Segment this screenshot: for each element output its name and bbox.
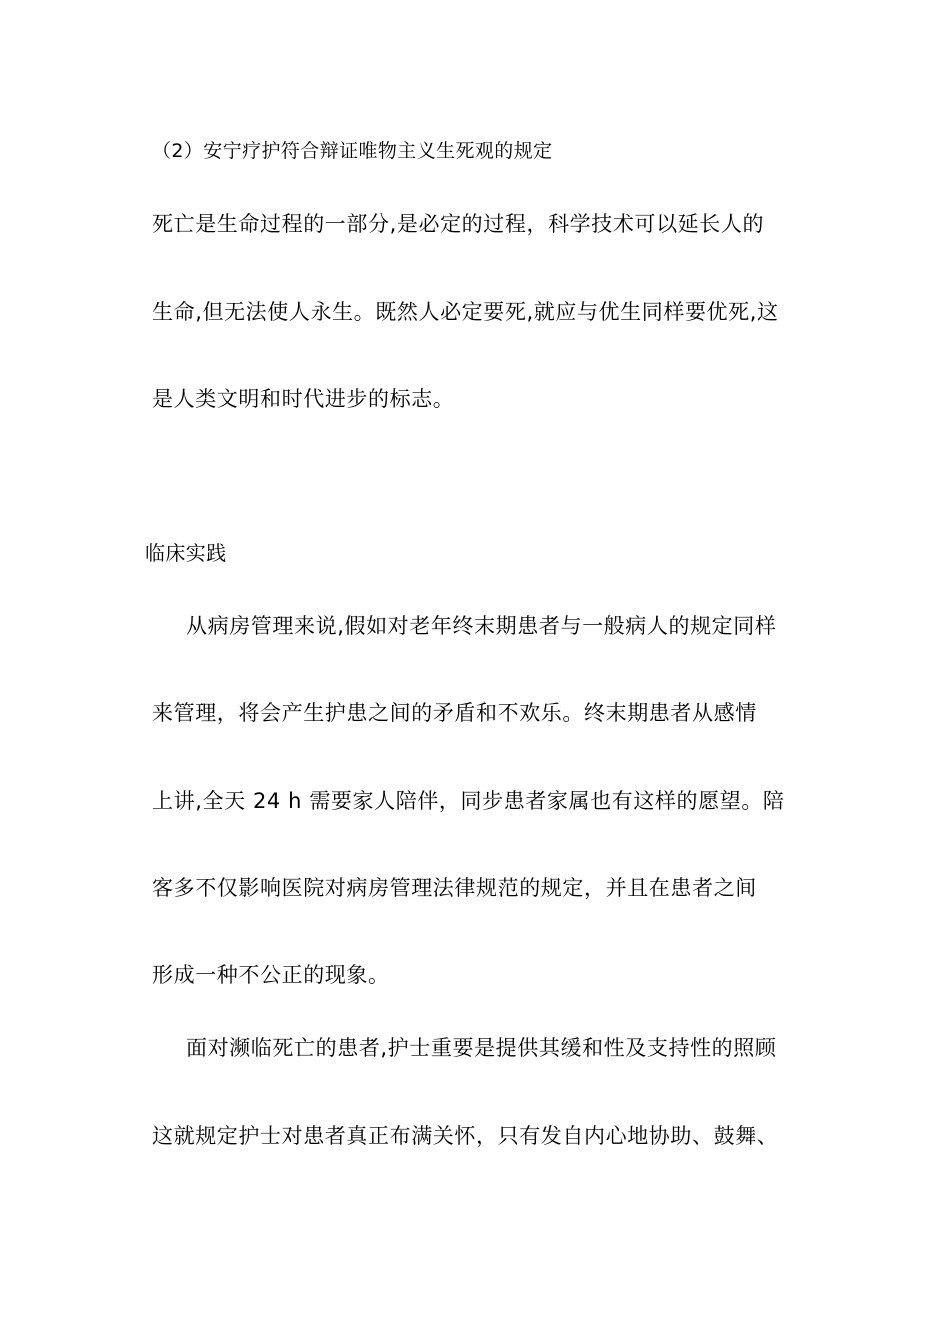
paragraph-line: 面对濒临死亡的患者,护士重要是提供其缓和性及支持性的照顾: [186, 1036, 777, 1060]
paragraph-line: 这就规定护士对患者真正布满关怀，只有发自内心地协助、鼓舞、: [152, 1124, 779, 1148]
section-subheading: （2）安宁疗护符合辩证唯物主义生死观的规定: [152, 140, 553, 162]
section-heading: 临床实践: [145, 541, 227, 565]
paragraph-line: 生命,但无法使人永生。既然人必定要死,就应与优生同样要优死,这: [152, 300, 779, 324]
paragraph-line: 死亡是生命过程的一部分,是必定的过程，科学技术可以延长人的: [152, 212, 765, 236]
paragraph-line: 客多不仅影响医院对病房管理法律规范的规定，并且在患者之间: [152, 876, 757, 900]
paragraph-line: 上讲,全天 24 h 需要家人陪伴，同步患者家属也有这样的愿望。陪: [152, 789, 785, 813]
paragraph-line: 来管理，将会产生护患之间的矛盾和不欢乐。终末期患者从感情: [152, 701, 757, 725]
paragraph-line: 形成一种不公正的现象。: [152, 963, 390, 987]
paragraph-line: 是人类文明和时代进步的标志。: [152, 387, 455, 411]
paragraph-line: 从病房管理来说,假如对老年终末期患者与一般病人的规定同样: [186, 614, 777, 638]
